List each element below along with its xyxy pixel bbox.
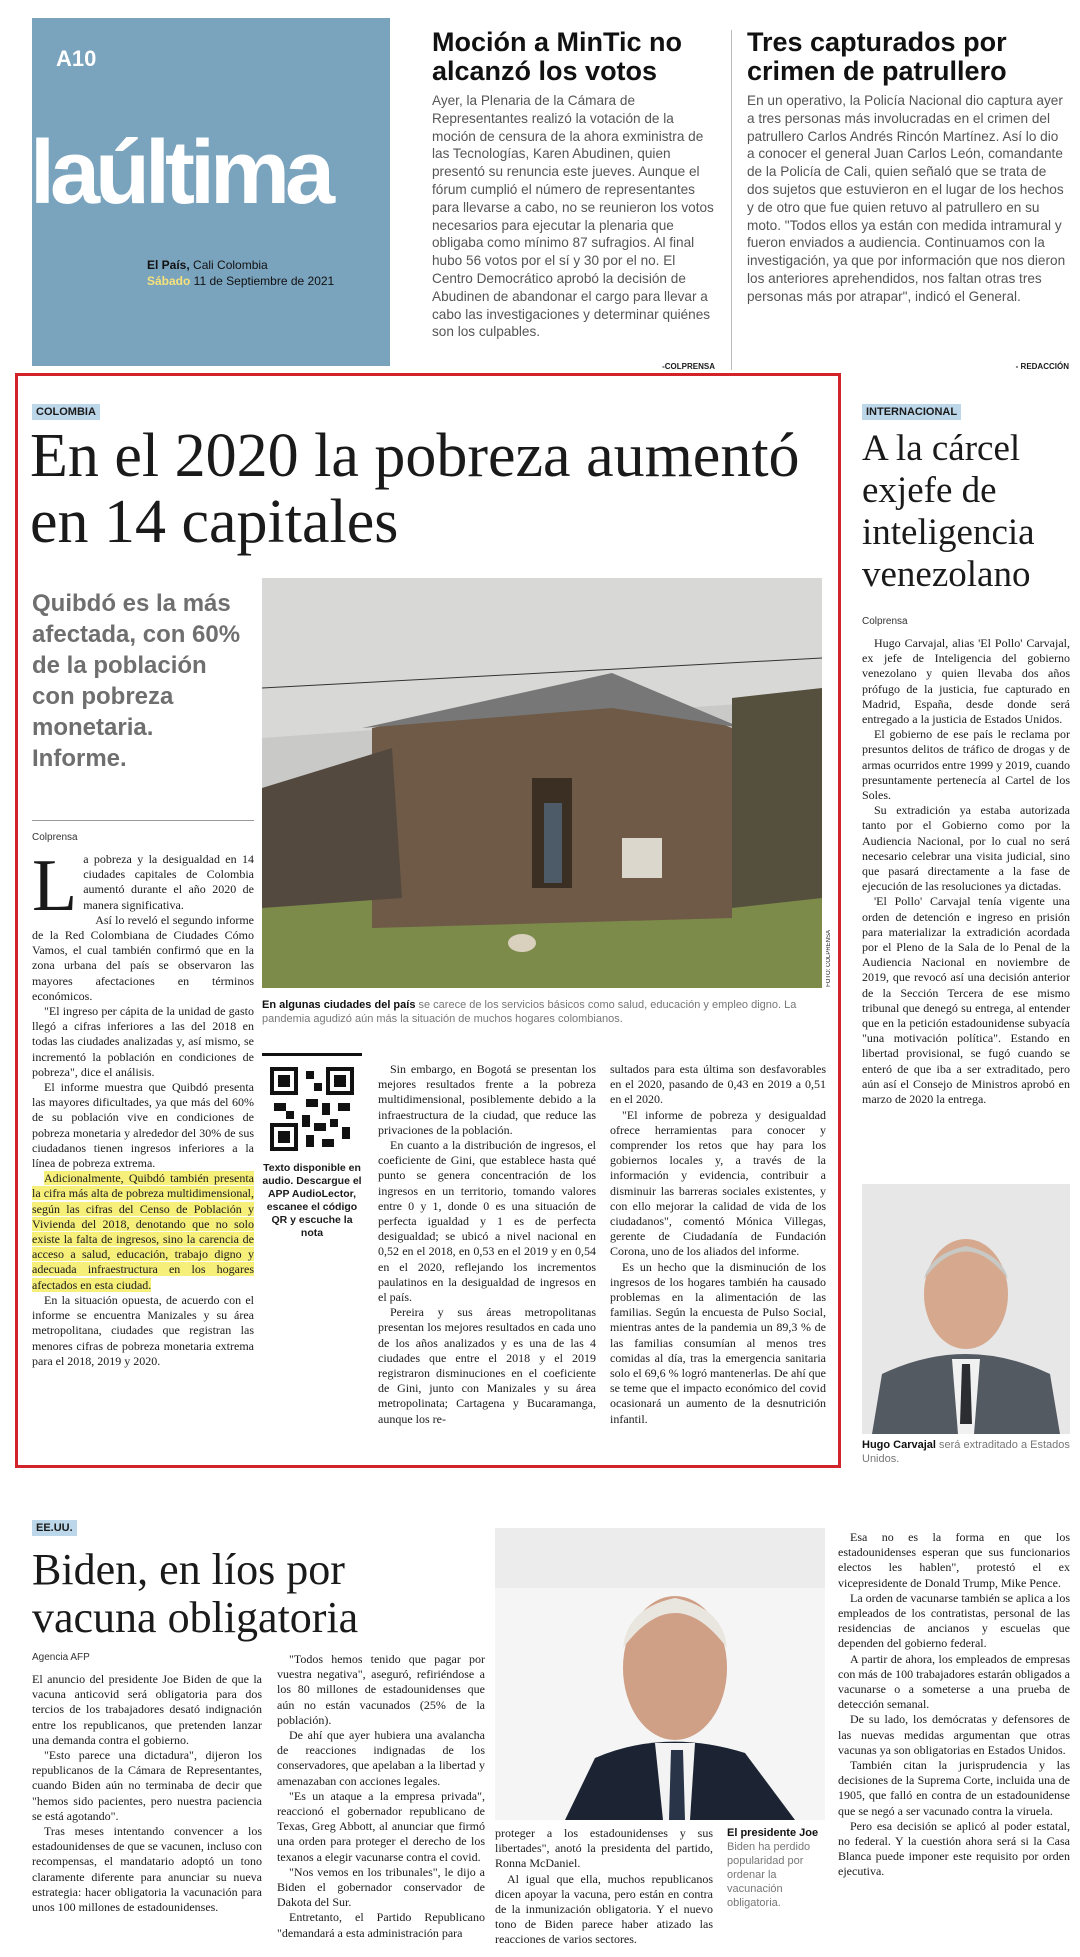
- paragraph: Al igual que ella, muchos republicanos dicen apoyar la vacuna, pero están en contra de la inmunización obligatoria. Y el nuevo tono de Biden parece haber atizado las reacciones de varios sectores.: [495, 1871, 713, 1947]
- byline: Colprensa: [32, 832, 78, 843]
- paragraph: a pobreza y la desigualdad en 14 ciudades capitales de Colombia aumentó durante el año 2020 de manera significativa.: [83, 852, 254, 912]
- caption-text: Biden ha perdido popularidad por ordenar la vacunación obligatoria.: [727, 1841, 811, 1909]
- paragraph: proteger a los estadounidenses y sus libertades", anotó la presidenta del partido, Ronna McDaniel.: [495, 1826, 713, 1871]
- paragraph: "Nos vemos en los tribunales", le dijo a Biden el gobernador conservador de Dakota del Sur.: [277, 1864, 485, 1910]
- sidebar-photo: [862, 1184, 1070, 1434]
- brief-credit: - REDACCIÓN: [1015, 362, 1069, 371]
- article-column-1: [32, 852, 254, 1464]
- photo-caption: [262, 998, 822, 1026]
- sidebar-caption: [862, 1438, 1070, 1466]
- paragraph: sultados para esta última son desfavorables en el 2020, pasando de 0,43 en 2019 a 0,51 en el 2020.: [610, 1062, 826, 1107]
- caption-lead: Hugo Carvajal: [862, 1439, 936, 1451]
- paragraph: Pereira y sus áreas metropolitanas presentan los mejores resultados en cada uno de los años analizados y es una de las 4 ciudades que entre el 2018 y el 2019 registraron disminuciones en el coeficiente de Gini, junto con Manizales y su área metropolinata; Cartagena y Bucaramanga, aunque los re-: [378, 1305, 596, 1426]
- paragraph: Entretanto, el Partido Republicano "demandará a esta administración para: [277, 1910, 485, 1940]
- paragraph: "Esto parece una dictadura", dijeron los republicanos de la Cámara de Representantes, cuando Biden aún no terminaba de decir que "hemos sido pacientes, pero nuestra paciencia se está agotando".: [32, 1748, 262, 1823]
- article-column-3: [610, 1062, 826, 1462]
- paragraph: 'El Pollo' Carvajal tenía vigente una orden de detención e ingreso en prisión para materializar la extradición acordada por el Pleno de la Sala de lo Penal de la Audiencia Nacional en noviembre de 2019, que revocó así una decisión anterior de la Sección Tercera de ese mismo tribunal que denegó su entrega, al entender que en la petición estadounidense subyacía "una motivación política". Estando en libertad provisional, se fugó cuando se enteró de que iba a ser extraditado, pero aún así el Consejo de Ministros aprobó en marzo de 2020 la entrega.: [862, 894, 1070, 1107]
- weekday: Sábado: [147, 274, 191, 288]
- brief-patrullero: [747, 28, 1069, 371]
- paragraph: En cuanto a la distribución de ingresos, el coeficiente de Gini, que establece hasta qué punto se genera concentración de los ingresos en un territorio, tomando valores entre 0 y 1, donde 0 es una situación de perfecta igualdad y 1 es de perfecta desigualdad; se ubicó a nivel nacional en 0,52 en el 2018, en 0,53 en el 2019 y en 0,54 en el 2020, reflejando los incrementos paulatinos en la desigualdad de ingresos en el país.: [378, 1138, 596, 1305]
- paragraph: De ahí que ayer hubiera una avalancha de reacciones indignadas de los conservadores, que apelaban a la libertad y amenazaban con acciones legales.: [277, 1728, 485, 1788]
- biden-caption: [727, 1826, 827, 1910]
- city: Cali Colombia: [189, 258, 268, 272]
- paragraph: Así lo reveló el segundo informe de la Red Colombiana de Ciudades Cómo Vamos, el cual también confirmó que en la zona urbana del país se observaron las mayores afectaciones en términos económicos.: [32, 912, 254, 1003]
- sidebar-body: [862, 636, 1070, 1166]
- paragraph: Esa no es la forma en que los estadounidenses esperan que sus funcionarios electos les hablen", protestó el ex vicepresidente de Donald Trump, Mike Pence.: [838, 1530, 1070, 1590]
- caption-lead: El presidente Joe: [727, 1827, 819, 1839]
- paragraph: "Es un ataque a la empresa privada", reaccionó el gobernador republicano de Texas, Greg Abbott, al anunciar que firmó una orden para proteger el derecho de los texanos a elegir vacunarse contra el covid.: [277, 1788, 485, 1864]
- section-logo: laúltima: [30, 123, 331, 223]
- deck: Quibdó es la más afectada, con 60% de la población con pobreza monetaria. Informe.: [32, 590, 241, 772]
- paragraph: También citan la jurisprudencia y las decisiones de la Suprema Corte, incluida una de 1905, que falló en contra de un estadounidense que se negó a ser vacunado contra la viruela.: [838, 1758, 1070, 1818]
- audio-note: Texto disponible en audio. Descargue el APP AudioLector, escanee el código QR y escuche la nota: [262, 1162, 362, 1239]
- paragraph: "El informe de pobreza y desigualdad ofrece herramientas para conocer y comprender los retos que hay para los gobiernos locales y, a través de la información y evidencia, contribuir a disminuir las barreras sociales existentes, y con ello mejorar la calidad de vida de los ciudadanos", comentó Mónica Villegas, gerente de Ciudadanía de Fundación Corona, uno de los aliados del informe.: [610, 1107, 826, 1259]
- paragraph: El gobierno de ese país le reclama por presuntos delitos de tráfico de drogas y de armas ocurridos entre 1999 y 2019, cuando presuntamente pertenecía al Cartel de los Soles.: [862, 727, 1070, 803]
- brief-body: Ayer, la Plenaria de la Cámara de Representantes realizó la votación de la moción de censura de la ahora exministra de las Tecnologías, Karen Abudinen, quien presentó su renuncia este jueves. Aunque el fórum cumplió el número de representantes para llevarse a cabo, no se reunieron los votos necesarios para ejecutar la plenaria que obligaba como mínimo 87 sufragios. Al final hubo 56 votos por el sí y 30 por el no. El Centro Democrático aprobó la decisión de Abudinen de abandonar el cargo para llevar a cabo las investigaciones y determinar quiénes son los culpables.: [432, 93, 714, 340]
- byline: Colprensa: [862, 616, 908, 627]
- paragraph: El informe muestra que Quibdó presenta las mayores dificultades, ya que más del 60% de su población vive en condiciones de pobreza monetaria y alrededor del 30% de sus ciudadanos tienen ingresos inferiores a la línea de pobreza extrema.: [32, 1080, 254, 1171]
- dropcap: L: [32, 852, 78, 927]
- caption-lead: En algunas ciudades del país: [262, 999, 416, 1011]
- paragraph: Sin embargo, en Bogotá se presentan los mejores resultados frente a la pobreza multidimensional, posiblemente debido a la infraestructura de la ciudad, que reduce las privaciones de la población.: [378, 1062, 596, 1137]
- publisher-line: [147, 258, 268, 272]
- date-line: [147, 274, 334, 288]
- paragraph: De su lado, los demócratas y defensores de las nuevas medidas argumentan que otras vacunas ya son obligatorias en Estados Unidos.: [838, 1712, 1070, 1757]
- qr-rule: [262, 1053, 362, 1056]
- headline: En el 2020 la pobreza aumentó en 14 capitales: [30, 422, 800, 556]
- date: 11 de Septiembre de 2021: [190, 274, 335, 288]
- main-photo: [262, 578, 822, 988]
- caption-text: se carece de los servicios básicos como salud, educación y empleo digno. La pandemia agudizó aún más la situación de muchos hogares colombianos.: [262, 999, 797, 1025]
- shack-illustration: [262, 578, 822, 988]
- paragraph: Tras meses intentando convencer a los estadounidenses de que se vacunen, incluso con recompensas, el mandatario adoptó un tono claramente diferente para anunciar su nueva estrategia: hacer obligatoria la vacunación para unos 100 millones de estadounidenses.: [32, 1824, 262, 1915]
- biden-headline: Biden, en líos por vacuna obligatoria: [32, 1545, 359, 1642]
- paragraph: Pero esa decisión se aplicó al poder estatal, no federal. Y la cuestión ahora será si la Casa Blanca puede imponer este requisito por orden ejecutiva.: [838, 1818, 1070, 1879]
- brief-title: Moción a MinTic no alcanzó los votos: [432, 27, 683, 86]
- paragraph: "El ingreso per cápita de la unidad de gasto llegó a cifras inferiores a las del 2018 en todas las ciudades analizadas y, así mismo, se incrementó la población en condiciones de pobreza", dice el análisis.: [32, 1004, 254, 1079]
- biden-column-3: [495, 1826, 713, 1957]
- sidebar-headline: A la cárcel exjefe de inteligencia venezolano: [862, 428, 1035, 595]
- portrait-illustration: [495, 1528, 825, 1820]
- biden-column-1: [32, 1672, 262, 1957]
- column-divider: [731, 30, 732, 370]
- deck-rule: [32, 820, 254, 821]
- portrait-illustration: [862, 1184, 1070, 1434]
- section-kicker: EE.UU.: [32, 1520, 77, 1536]
- paragraph: En la situación opuesta, de acuerdo con el informe se encuentra Manizales y su área metropolitana, ciudades que registran las menores cifras de pobreza monetaria extrema para el 2018, 2019 y 2020.: [32, 1292, 254, 1368]
- caption-text: será extraditado a Estados Unidos.: [862, 1439, 1070, 1465]
- publisher: El País,: [147, 258, 190, 272]
- paragraph: Es un hecho que la disminución de los ingresos de los hogares también ha causado problemas en la alimentación de las familias. Según la encuesta de Pulso Social, mientras antes de la pandemia un 89,3 % de las familias consumían al menos tres comidas al día, tras la emergencia sanitaria solo el 69,6 % logró mantenerlas. De ahí que se teme que el impacto económico del covid ocasionará un aumento de la desnutrición infantil.: [610, 1259, 826, 1426]
- biden-column-2: [277, 1652, 485, 1957]
- brief-mintic: [432, 28, 715, 371]
- byline: Agencia AFP: [32, 1652, 90, 1663]
- section-masthead: [32, 18, 390, 366]
- qr-code-icon[interactable]: [270, 1067, 354, 1151]
- photo-credit: FOTO: COLPRENSA: [826, 930, 832, 987]
- brief-body: En un operativo, la Policía Nacional dio captura ayer a tres personas más involucradas en el crimen del patrullero Carlos Andrés Rincón Martínez. Así lo dio a conocer el general Juan Carlos León, comandante de la Policía de Cali, quien señaló que se trata de dos sujetos que estuvieron en el lugar de los hechos y de otro que fue quien retuvo al patrullero en su moto. "Todos ellos ya están con medida intramural y fueron enviados a audiencia. Continuamos con la investigación, ya que por información que nos dieron los anteriores aprehendidos, nos faltan otras tres personas más por atrapar", indicó el General.: [747, 93, 1066, 304]
- highlighted-paragraph: Adicionalmente, Quibdó también presenta la cifra más alta de pobreza multidimensional, según las cifras del Censo de Población y Vivienda del 2018, denotando que no solo existe la falta de ingresos, sino la carencia de acceso a salud, educación, trabajo digno y adecuada infraestructura en los hogares afectados en esta ciudad.: [32, 1171, 254, 1292]
- page-number: A10: [56, 46, 97, 71]
- brief-title: Tres capturados por crimen de patrullero: [747, 27, 1007, 86]
- biden-photo: [495, 1528, 825, 1820]
- paragraph: El anuncio del presidente Joe Biden de que la vacuna anticovid será obligatoria para dos tercios de los trabajadores desató indignación entre los republicanos, que pretenden lanzar una demanda contra el gobierno.: [32, 1672, 262, 1747]
- biden-column-4: [838, 1530, 1070, 1957]
- paragraph: Su extradición ya estaba autorizada tanto por el Gobierno como por la Audiencia Nacional, por lo cual no será necesario celebrar una visita judicial, sino que pasará directamente a la fase de ejecución de las resoluciones ya dictadas.: [862, 803, 1070, 894]
- paragraph: La orden de vacunarse también se aplica a los empleados de los contratistas, personal de las residencias de ancianos y escuelas que dependen del gobierno federal.: [838, 1590, 1070, 1651]
- brief-credit: -COLPRENSA: [662, 362, 715, 371]
- paragraph: Hugo Carvajal, alias 'El Pollo' Carvajal, ex jefe de Inteligencia del gobierno venezolano y quien llevaba dos años prófugo de la justicia, fue capturado en Madrid, España, desde donde será entregado a la justicia de Estados Unidos.: [862, 636, 1070, 727]
- article-column-2: [378, 1062, 596, 1462]
- section-kicker: INTERNACIONAL: [862, 404, 961, 420]
- section-kicker: COLOMBIA: [32, 404, 100, 420]
- paragraph: A partir de ahora, los empleados de empresas con más de 100 trabajadores estarán obligados a vacunarse o a someterse a una prueba de detección semanal.: [838, 1651, 1070, 1712]
- paragraph: "Todos hemos tenido que pagar por vuestra negativa", aseguró, refiriéndose a los 80 millones de estadounidenses que aún no están vacunados (25% de la población).: [277, 1652, 485, 1727]
